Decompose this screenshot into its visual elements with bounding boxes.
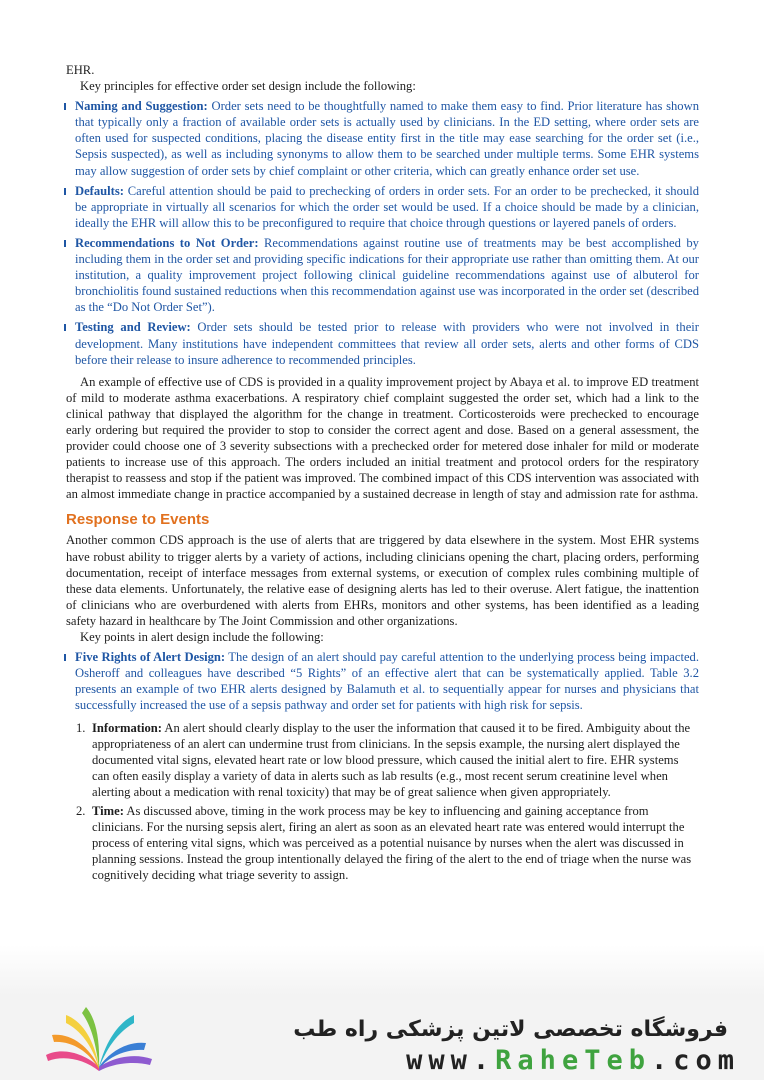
five-rights-list [66, 721, 699, 883]
example-paragraph: An example of effective use of CDS is provided in a quality improvement project by Abaya et al. to improve ED treatment of mild to moderate asthma exacerbations. A respiratory chief complaint suggested the order set, which had a link to the clinical pathway that displayed the algorithm for the change in treatment. Corticosteroids were prechecked to encourage early ordering but required the provider to stop to consider the correct agent and dose. Based on a general assessment, the provider could choose one of 3 severity subsections with a prechecked order for metered dose inhaler for mild or moderate patients to increase use of this approach. The orders included an initial treatment and protocol orders for the respiratory therapist to reassess and stop if the patient was improved. The combined impact of this CDS intervention was associated with an almost immediate change in practice accompanied by a sustained decrease in length of stay and admission rate for asthma. [66, 374, 699, 502]
principle-title: Defaults: [75, 183, 124, 198]
bullet-marker [64, 188, 66, 195]
principle-naming [66, 98, 699, 178]
principle-title: Testing and Review: [75, 320, 191, 335]
principle-text: Careful attention should be paid to prechecking of orders in order sets. For an order to be prechecked, it should be appropriate in virtually all scenarios for which the order set would be used. If a choice should be made by a clinician, ideally the EHR will allow this to be preconfigured to require that choice through questions or layered panels of orders. [75, 183, 699, 230]
alert-bullets [66, 649, 699, 713]
watermark-footer [0, 995, 764, 1080]
bullet-marker [64, 324, 66, 331]
open-book-logo-icon [40, 1005, 158, 1075]
list-item-text: As discussed above, timing in the work process may be key to influencing and gaining acceptance from clinicians. For the nursing sepsis alert, firing an alert as soon as an elevated heart rate was entered would interrupt the process of entering vital signs, which was perceived as a potential nuisance by nurses when the alert was discussed in planning sessions. Instead the group intentionally delayed the firing of the alert to the end of triage when the nurse was cognitively deciding what triage severity to assign. [92, 804, 692, 882]
list-item [66, 804, 699, 884]
key-points-line: Key points in alert design include the following: [80, 630, 324, 644]
list-item [66, 721, 699, 801]
principle-defaults [66, 183, 699, 231]
intro-principles-line: Key principles for effective order set design include the following: [80, 79, 416, 94]
list-item-title: Information: [92, 721, 162, 736]
list-number: 1. [76, 721, 86, 736]
list-item-title: Time: [92, 804, 124, 818]
store-url[interactable] [406, 1045, 740, 1076]
bullet-marker [64, 654, 66, 661]
list-number: 2. [76, 804, 86, 818]
alert-bullet-text: The design of an alert should pay careful attention to the underlying process being impacted. Osheroff and colleagues have described “5 Rights” of an effective alert that can be systematically applied. [75, 650, 699, 681]
intro-line: EHR. [66, 63, 95, 77]
url-prefix: www. [406, 1045, 496, 1076]
list-item-text: An alert should clearly display to the user the information that caused it to be fired. Ambiguity about the appropriateness of an alert can undermine trust from clinicians. In the sepsis example, the nursing alert displayed the documented vital signs, elevated heart rate or low blood pressure, which caused the initial alert to fire. EHR systems can often easily display a variety of data in alerts such as lab results (e.g., most recent serum creatinine level when alerting about a medication with renal toxicity) that may be of great salience when given appropriately. [92, 721, 691, 800]
principle-text: Order sets should be tested prior to release with providers who were not involved in their development. Many institutions have independent committees that review all order sets, alerts and other forms of CDS before their release to insure adherence to recommended principles. [75, 320, 699, 367]
url-brand: RaheTeb [495, 1045, 651, 1076]
principle-title: Recommendations to Not Order: [75, 235, 259, 250]
principle-text: Order sets need to be thoughtfully named to make them easy to find. Prior literature has shown that typically only a fraction of available order sets is actually used by clinicians. In the ED setting, where order sets are often used for suspected conditions, placing the disease entity first in the title may ease searching for the order set (i.e., Sepsis suspected), as well as including synonyms to allow them to be searched under multiple terms. Some EHR systems may allow suggestion of order sets by chief complaint or other criteria, which can greatly enhance order set use. [75, 99, 699, 178]
alert-bullet-title: Five Rights of Alert Design: [75, 650, 226, 665]
book-page [66, 62, 699, 887]
events-paragraph: Another common CDS approach is the use of alerts that are triggered by data elsewhere in the system. Most EHR systems have robust ability to trigger alerts by a variety of actions, including clinicians opening the chart, placing orders, performing documentation, receipt of interface messages from external systems, or execution of complex rules combining multiple of these data elements. Unfortunately, the relative ease of designing alerts has led to their overuse. Alert fatigue, the inattention of clinicians who are overburdened with alerts from EHRs, monitors and other systems, has been identified as a leading safety hazard in healthcare by The Joint Commission and other organizations. [66, 533, 699, 628]
section-heading: Response to Events [66, 511, 210, 529]
principle-title: Naming and Suggestion: [75, 99, 208, 114]
alert-design-bullet [66, 649, 699, 713]
bullet-marker [64, 103, 66, 110]
store-name-persian: فروشگاه تخصصی لاتین پزشکی راه طب [293, 1017, 728, 1042]
url-suffix: .com [650, 1045, 740, 1076]
alert-bullet-text-cont: presents an example of two EHR alerts designed by Balamuth et al. to sequentially appear for nurses and physicians that successfully increased the use of a sepsis pathway and order set for patients with high risk for sepsis. [75, 682, 699, 713]
principle-not-order [66, 235, 699, 315]
principle-testing [66, 319, 699, 367]
bullet-marker [64, 240, 66, 247]
principles-list [66, 98, 699, 368]
table-reference-link[interactable]: Table 3.2 [649, 666, 699, 681]
principle-text: Recommendations against routine use of treatments may be best accomplished by including them in the order set and providing specific indications for their appropriate use rather than omitting them. At our institution, a quality improvement project following clinical guideline recommendations against use of albuterol for bronchiolitis found sustained reductions when this recommendation against use was incorporated in the order set (described as the “Do Not Order Set”). [75, 235, 699, 315]
